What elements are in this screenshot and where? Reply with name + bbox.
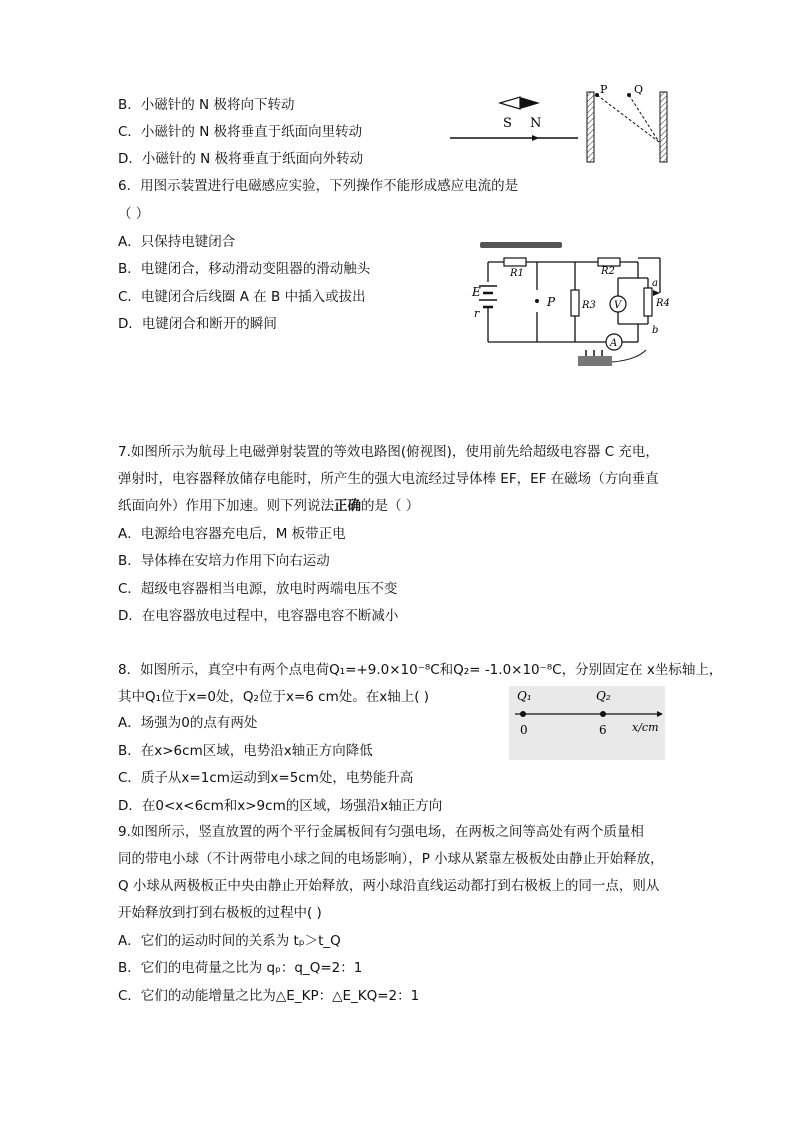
label-q2: Q₂ xyxy=(596,689,611,703)
tick-6: 6 xyxy=(599,723,607,737)
circuit-figure xyxy=(466,238,672,376)
q9-line-2: 同的带电小球（不计两带电小球之间的电场影响），P 小球从紧靠左极板处由静止开始释放， xyxy=(118,851,664,867)
resistor-r3 xyxy=(571,290,579,316)
current-arrow xyxy=(532,135,539,141)
plates-pq-figure xyxy=(582,84,674,166)
q6-option-b: B．电键闭合，移动滑动变阻器的滑动触头 xyxy=(118,261,371,277)
point-p xyxy=(535,299,539,303)
q7-option-b: B．导体棒在安培力作用下向右运动 xyxy=(118,553,330,569)
q7-line-3 xyxy=(118,497,419,515)
q9-line-3: Q 小球从两极板正中央由静止开始释放，两小球沿直线运动都打到右极板上的同一点，则从 xyxy=(118,878,660,894)
coil-a xyxy=(480,242,562,248)
q7-emphasis: 正确 xyxy=(334,498,361,514)
axis-label: x/cm xyxy=(632,721,659,734)
q6-option-c: C．电键闭合后线圈 A 在 B 中插入或拔出 xyxy=(118,289,366,305)
label-ammeter: A xyxy=(610,338,618,349)
needle-south xyxy=(500,97,520,109)
path-p xyxy=(597,95,659,142)
q8-line-1: 8．如图所示，真空中有两个点电荷Q₁=+9.0×10⁻⁸C和Q₂= -1.0×10⁻⁸C，分别固定在 x坐标轴上， xyxy=(118,662,723,678)
charge-q1 xyxy=(520,711,526,717)
label-p: P xyxy=(600,84,608,96)
q9-option-a: A．它们的运动时间的关系为 tₚ＞t_Q xyxy=(118,933,341,949)
x-axis-figure xyxy=(509,686,665,760)
label-s: S xyxy=(503,116,512,131)
label-b: b xyxy=(652,325,659,336)
label-q1: Q₁ xyxy=(517,689,532,703)
label-n: N xyxy=(530,116,542,131)
right-plate xyxy=(660,92,667,162)
label-a: a xyxy=(652,278,658,289)
path-q xyxy=(629,95,659,142)
slider-contact xyxy=(653,290,660,296)
q8-option-a: A．场强为0的点有两处 xyxy=(118,715,258,731)
label-r4: R4 xyxy=(656,298,670,309)
label-q: Q xyxy=(634,84,644,96)
q7-line-3-post: 的是（ ） xyxy=(361,498,420,514)
q7-line-2: 弹射时，电容器释放储存电能时，所产生的强大电流经过导体棒 EF，EF 在磁场（方向垂直 xyxy=(118,471,659,487)
resistor-r2 xyxy=(598,258,620,266)
q9-line-4: 开始释放到打到右极板的过程中( ) xyxy=(118,905,322,921)
q5-option-c: C．小磁针的 N 极将垂直于纸面向里转动 xyxy=(118,124,363,140)
resistor-r1 xyxy=(504,258,526,266)
q6-option-a: A．只保持电键闭合 xyxy=(118,234,236,250)
q8-option-c: C．质子从x=1cm运动到x=5cm处，电势能升高 xyxy=(118,770,414,786)
q9-option-b: B．它们的电荷量之比为 qₚ：q_Q=2：1 xyxy=(118,960,363,976)
q5-option-d: D．小磁针的 N 极将垂直于纸面向外转动 xyxy=(118,151,364,167)
q6-blank: （ ） xyxy=(118,206,150,222)
q7-option-d: D．在电容器放电过程中，电容器电容不断减小 xyxy=(118,608,399,624)
q7-line-1: 7.如图所示为航母上电磁弹射装置的等效电路图(俯视图)，使用前先给超级电容器 C 充电， xyxy=(118,444,659,460)
label-p-circuit: P xyxy=(547,295,556,309)
q5-option-b: B．小磁针的 N 极将向下转动 xyxy=(118,97,295,113)
q9-option-c: C．它们的动能增量之比为△E_KP：△E_KQ=2：1 xyxy=(118,988,420,1004)
needle-north xyxy=(520,97,540,109)
compass-wire-figure xyxy=(448,92,583,152)
switch xyxy=(578,356,612,366)
q6-stem: 6．用图示装置进行电磁感应实验，下列操作不能形成感应电流的是 xyxy=(118,178,519,194)
label-r3: R3 xyxy=(582,300,596,311)
label-r: r xyxy=(474,307,480,320)
q9-line-1: 9.如图所示，竖直放置的两个平行金属板间有匀强电场，在两板之间等高处有两个质量相 xyxy=(118,824,644,840)
q8-option-d: D．在0<x<6cm和x>9cm的区域，场强沿x轴正方向 xyxy=(118,798,443,814)
tick-0: 0 xyxy=(520,723,528,737)
q7-option-c: C．超级电容器相当电源，放电时两端电压不变 xyxy=(118,581,398,597)
q8-line-2: 其中Q₁位于x=0处，Q₂位于x=6 cm处。在x轴上( ) xyxy=(118,689,430,705)
charge-q2 xyxy=(600,711,606,717)
q7-line-3-pre: 纸面向外）作用下加速。则下列说法 xyxy=(118,498,334,514)
label-r1: R1 xyxy=(510,268,524,279)
q8-option-b: B．在x>6cm区域，电势沿x轴正方向降低 xyxy=(118,743,373,759)
q7-option-a: A．电源给电容器充电后，M 板带正电 xyxy=(118,526,346,542)
q6-option-d: D．电键闭合和断开的瞬间 xyxy=(118,316,277,332)
label-e: E xyxy=(472,285,481,299)
left-plate xyxy=(587,92,594,162)
label-v: V xyxy=(614,300,622,311)
resistor-r4 xyxy=(644,288,652,316)
label-r2: R2 xyxy=(601,266,615,277)
